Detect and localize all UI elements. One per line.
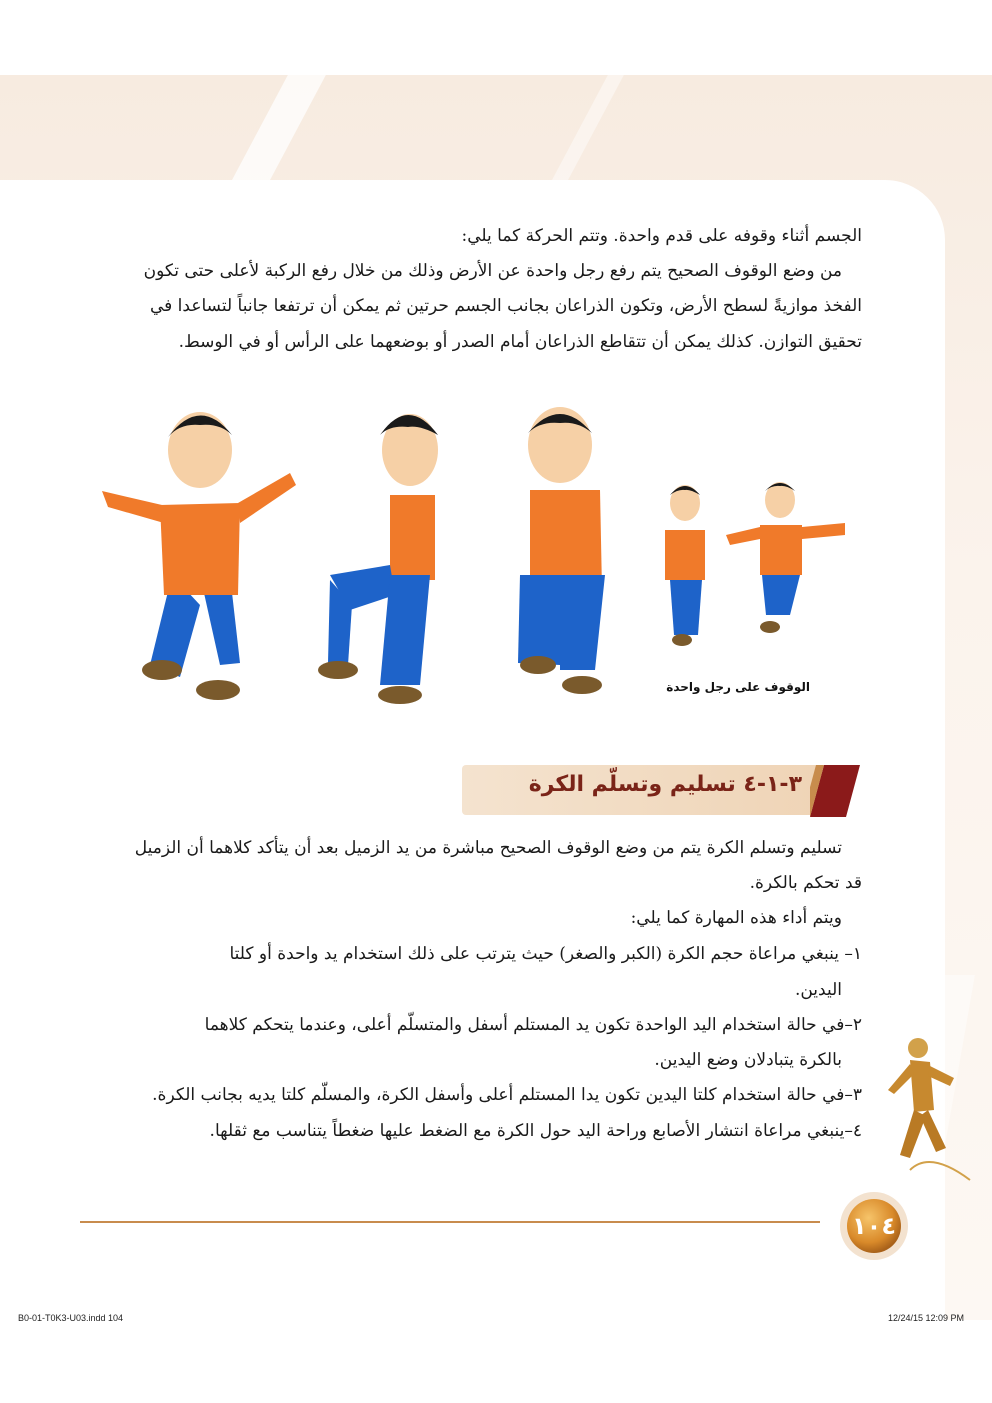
illustration-standing-on-one-leg	[90, 395, 870, 715]
list-item: ١– ينبغي مراعاة حجم الكرة (الكبر والصغر) حيث يترتب على ذلك استخدام يد واحدة أو كلتا	[229, 944, 862, 964]
footer-rule	[80, 1221, 820, 1223]
figure-small-hands-on-hips	[665, 485, 705, 646]
paragraph-line: الجسم أثناء وقوفه على قدم واحدة. وتتم الحركة كما يلي:	[461, 226, 862, 246]
figure-arms-out	[102, 412, 296, 700]
list-item: ٤–ينبغي مراعاة انتشار الأصابع وراحة اليد حول الكرة مع الضغط عليها ضغطاً يتناسب مع ثقلها.	[209, 1121, 862, 1141]
page-number-badge	[838, 1190, 910, 1262]
figure-side-knee-raised	[318, 414, 438, 704]
paragraph-line: من وضع الوقوف الصحيح يتم رفع رجل واحدة عن الأرض وذلك من خلال رفع الركبة لأعلى حتى تكون	[143, 261, 842, 281]
paragraph-line: الفخذ موازيةً لسطح الأرض، وتكون الذراعان بجانب الجسم حرتين ثم يمكن أن ترتفعا جانباً لتساعدا في	[149, 296, 862, 316]
paragraph-line: تسليم وتسلم الكرة يتم من وضع الوقوف الصحيح مباشرة من يد الزميل بعد أن يتأكد كلاهما أن الزميل	[134, 838, 842, 858]
list-item: ٢–في حالة استخدام اليد الواحدة تكون يد المستلم أسفل والمتسلّم أعلى، وعندما يتحكم كلاهما	[204, 1015, 862, 1035]
runner-icon	[870, 1030, 980, 1190]
paragraph-line: قد تحكم بالكرة.	[749, 873, 862, 893]
figure-caption: الوقوف على رجل واحدة	[666, 680, 810, 694]
print-slug-date: 12/24/15 12:09 PM	[887, 1313, 964, 1323]
figure-small-arms-out	[726, 482, 845, 633]
figure-front-knee-raised	[518, 407, 605, 694]
list-item-continuation: بالكرة يتبادلان وضع اليدين.	[654, 1050, 842, 1070]
page-number: ١٠٤	[852, 1212, 896, 1240]
paragraph-line: ويتم أداء هذه المهارة كما يلي:	[630, 908, 842, 928]
section-heading: ٣-١-٤ تسليم وتسلّم الكرة	[528, 772, 802, 797]
section-heading-flag	[810, 765, 860, 817]
paragraph-line: تحقيق التوازن. كذلك يمكن أن تتقاطع الذراعان أمام الصدر أو بوضعهما على الرأس أو في الوسط.	[178, 332, 862, 352]
list-item: ٣–في حالة استخدام كلتا اليدين تكون يدا المستلم أعلى وأسفل الكرة، والمسلّم كلتا يديه بجانب الكرة.	[152, 1085, 862, 1105]
list-item-continuation: اليدين.	[794, 980, 842, 1000]
print-slug-file: B0-01-T0K3-U03.indd 104	[18, 1313, 124, 1323]
